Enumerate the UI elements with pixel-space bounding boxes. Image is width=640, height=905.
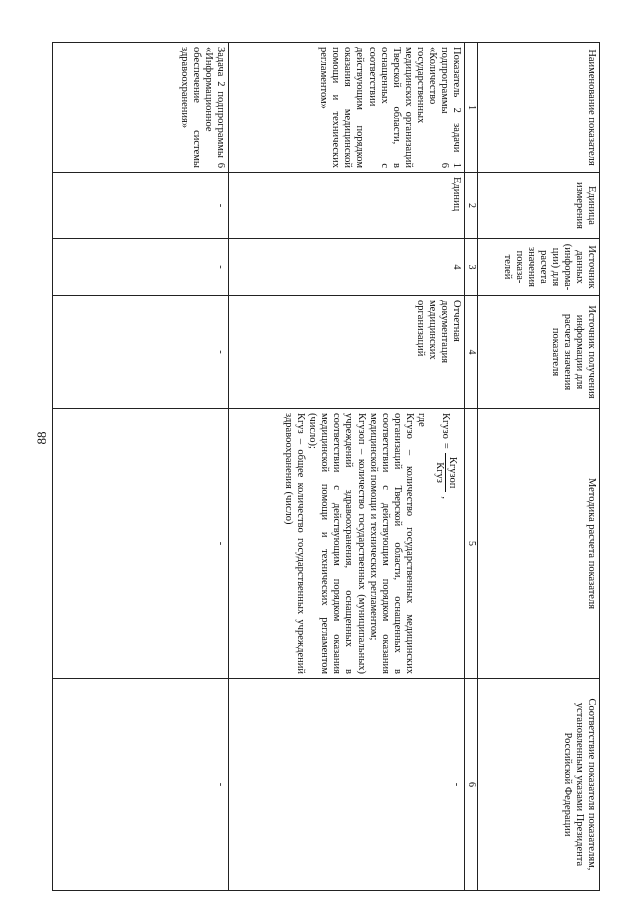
header-method: Методика расчета показателя [478, 409, 600, 679]
indicator-method [229, 409, 465, 679]
header-source-info: Источник получения информации для расчета значения показателя [478, 296, 600, 409]
page-number: 88 [34, 431, 49, 445]
indicator-source-info: Отчетная документация медицинских организаций [229, 296, 465, 409]
task-unit: - [53, 173, 229, 239]
task-method: - [53, 409, 229, 679]
task-source-info: - [53, 296, 229, 409]
column-number: 2 [465, 173, 478, 239]
task-name: Задача 2 подпрограммы 6 «Информационное обеспечение системы здравоохранения» [53, 43, 229, 173]
header-unit: Единица измерения [478, 173, 600, 239]
header-source-data: Источник данных (информа-ции) для расчета значения показа-телей [478, 239, 600, 296]
method-text-3: Кгуз – общее количество государственных учреждений здравоохранения (число) [283, 413, 307, 674]
formula-denominator: Кгуз [433, 462, 445, 483]
column-number: 5 [465, 409, 478, 679]
header-row [478, 43, 600, 891]
method-text-1: Кгузо – количество государственных медицинских организаций Тверской области, оснащенных в соответствии с действующим порядком оказания медицинской помощи и технических регламентом; [367, 413, 415, 674]
column-number: 1 [465, 43, 478, 173]
indicator-compliance: - [229, 679, 465, 891]
formula [433, 413, 458, 674]
header-compliance: Соответствие показателя показателям, установленным указами Президента Российской Федерации [478, 679, 600, 891]
indicator-source-data: 4 [229, 239, 465, 296]
method-where: где [415, 413, 427, 427]
table-row [229, 43, 465, 891]
column-number: 3 [465, 239, 478, 296]
formula-fraction [433, 453, 458, 493]
task-source-data: - [53, 239, 229, 296]
method-text-2: Кгузоп – количество государственных (муниципальных) учреждений здравоохранения, оснащенных в соответствии с действующим порядком оказания медицинской помощи и технических регламентом (число); [307, 413, 367, 674]
column-number: 4 [465, 296, 478, 409]
formula-left: Кгузо [440, 413, 452, 439]
column-number-row [465, 43, 478, 891]
table-row [53, 43, 229, 891]
indicator-table [52, 42, 600, 891]
header-name: Наименование показателя [478, 43, 600, 173]
formula-eq: = [440, 442, 452, 449]
indicator-table-rotated [52, 42, 600, 890]
column-number: 6 [465, 679, 478, 891]
formula-tail: , [440, 496, 452, 499]
indicator-name: Показатель 2 задачи 1 подпрограммы 6 «Количество государственных медицинских организаций Тверской области, в оснащенных с соответствии действующим порядком оказания медицинской помощи и технических регламентом» [229, 43, 465, 173]
formula-numerator: Кгузоп [445, 453, 458, 493]
indicator-unit: Единиц [229, 173, 465, 239]
task-compliance: - [53, 679, 229, 891]
